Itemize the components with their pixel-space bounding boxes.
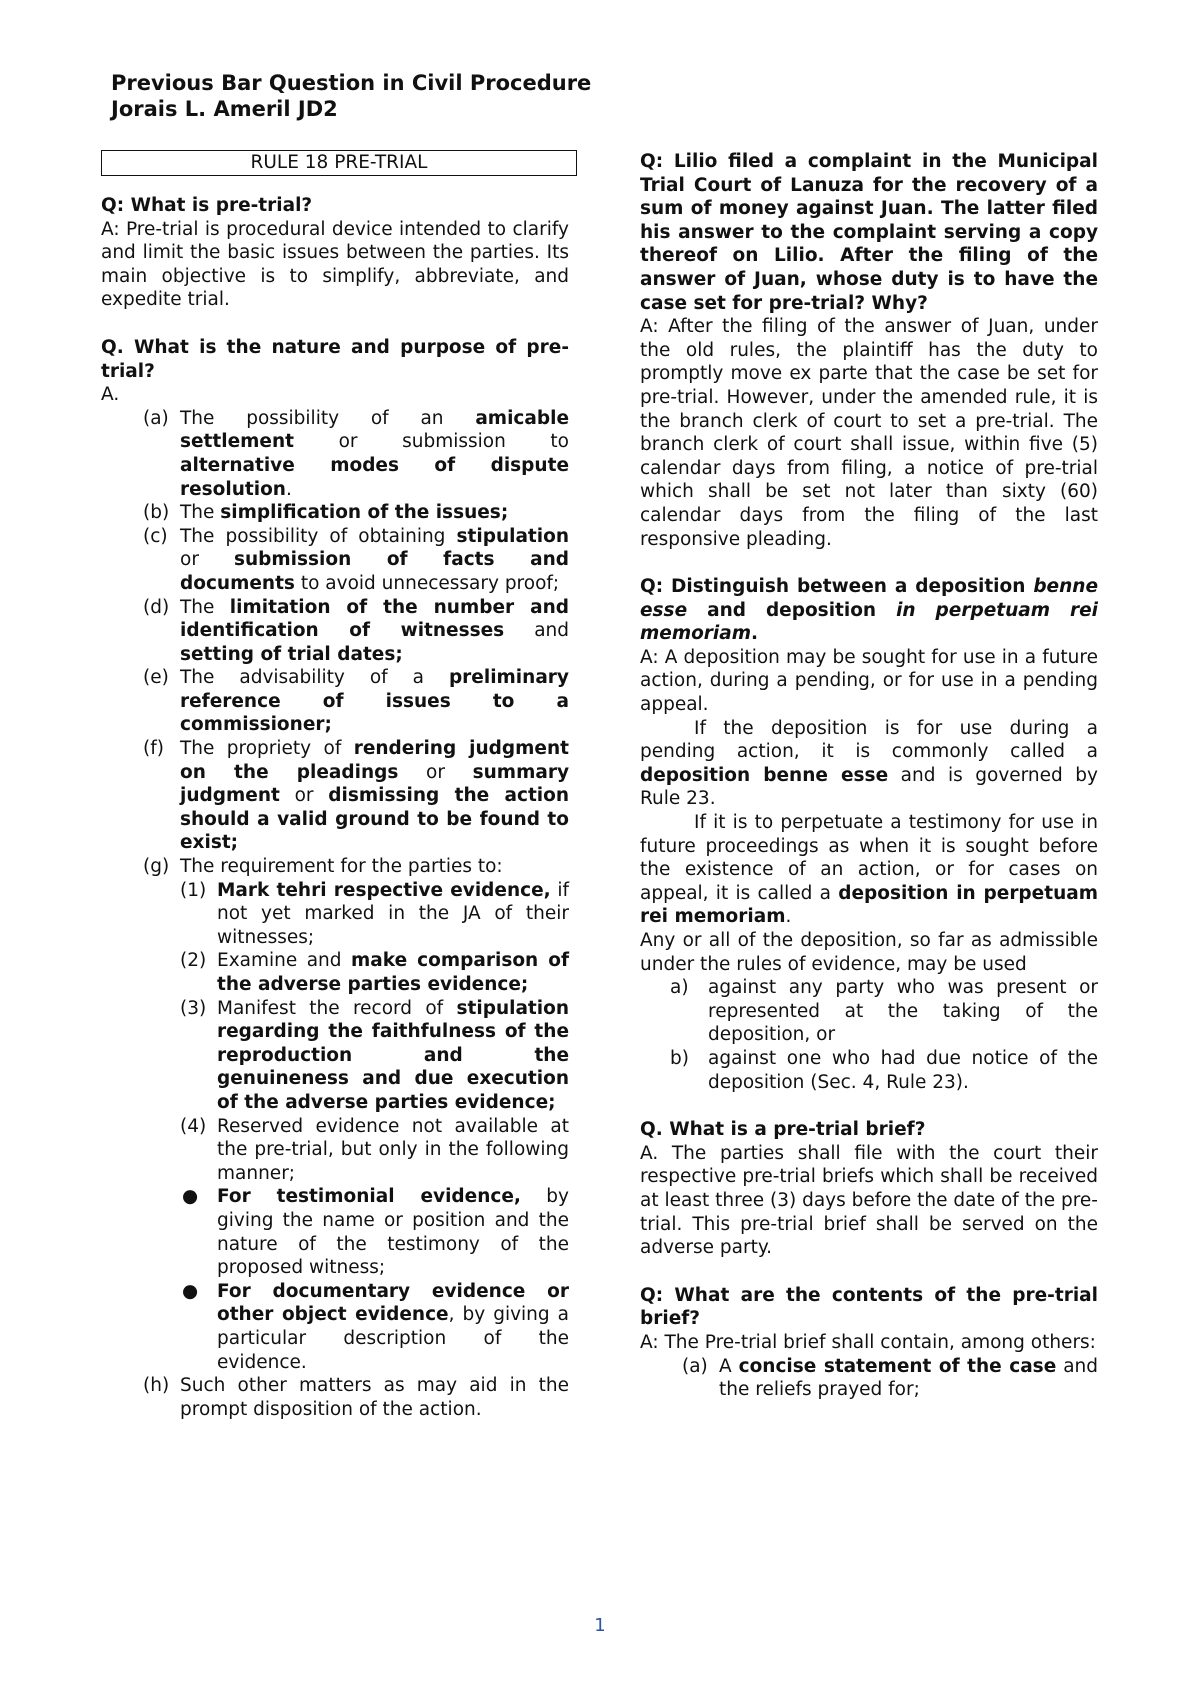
rule-title-box: RULE 18 PRE-TRIAL	[101, 150, 577, 176]
list-marker: (h)	[143, 1375, 170, 1397]
sublist-item: (2) Examine and make comparison of the adverse parties evidence;	[180, 950, 570, 995]
list-marker: (a)	[143, 407, 169, 429]
list-item: (b) The simplification of the issues;	[143, 502, 509, 524]
list-item: (h) Such other matters as may aid in the prompt disposition of the action.	[143, 1375, 569, 1420]
list-marker: (a)	[682, 1355, 708, 1377]
list-marker: b)	[670, 1047, 689, 1069]
list-marker: a)	[670, 977, 689, 999]
list-marker: (e)	[143, 667, 169, 689]
list-marker: (4)	[180, 1115, 207, 1137]
bullet-item: ● For documentary evidence or other object evidence, by giving a particular description of the evidence.	[182, 1280, 569, 1373]
question-deposition: Q: Distinguish between a deposition benne esse and deposition in perpetuam rei memoriam.	[640, 576, 1098, 645]
brief-contents-list	[682, 1355, 1098, 1402]
list-item: (a) A concise statement of the case and the reliefs prayed for;	[682, 1355, 1099, 1401]
answer-deposition-p2: If the deposition is for use during a pending action, it is commonly called a deposition benne esse and is governed by Rule 23.	[640, 717, 1098, 810]
question-nature-purpose: Q. What is the nature and purpose of pre-trial?	[101, 336, 569, 382]
list-marker: (f)	[143, 738, 164, 760]
evidence-bullets	[180, 1185, 569, 1374]
sublist-item: (3) Manifest the record of stipulation regarding the faithfulness of the reproduction and the genuineness and due execution of the adverse parties evidence;	[180, 997, 569, 1113]
list-marker: (3)	[180, 997, 207, 1019]
list-marker: (g)	[143, 856, 170, 878]
sublist-item: (1) Mark tehri respective evidence, if not yet marked in the JA of their witnesses;	[180, 879, 569, 948]
question-what-is-pretrial: Q: What is pre-trial?	[101, 195, 313, 216]
document-header	[111, 70, 591, 122]
list-marker: (c)	[143, 525, 168, 547]
list-item: (f) The propriety of rendering judgment on the pleadings or summary judgment or dismissing the action should a valid ground to be found to exist;	[143, 738, 570, 854]
header-author: Jorais L. Ameril JD2	[111, 97, 338, 121]
answer-pretrial-duty: A: After the filing of the answer of Juan, under the old rules, the plaintiff has the duty to promptly move ex parte that the case be set for pre-trial. However, under the amended rule, it is the branch clerk of court to set a pre-trial. The branch clerk of court shall issue, within five (5) calendar days from filing, a notice of pre-trial which shall be set not later than sixty (60) calendar days from the filing of the last responsive pleading.	[640, 316, 1098, 550]
answer-deposition-p4: Any or all of the deposition, so far as admissible under the rules of evidence, may be used	[640, 930, 1098, 975]
list-marker: (d)	[143, 596, 170, 618]
list-item: (g) The requirement for the parties to: (1) Mark tehri respective evidence, if not yet marked in the JA of their witnesses; (2) Examine and make comparison of the adverse parties evidence; (3) Manifest the record of stipulation regarding the faithfulness of the reproduction and the genuineness and due execution of the adverse parties evidence; (4) Reserved evidence not available at the pre-trial, but only in the following manner; ● For testimonial evidence, by giving the name or position and the nature of the testimony of the proposed witness; ● For documentary evidence or other object evidence, by giving a particular description of the evidence.	[143, 856, 570, 1373]
header-title: Previous Bar Question in Civil Procedure	[111, 71, 592, 95]
list-item: a) against any party who was present or represented at the taking of the deposition, or	[670, 977, 1098, 1046]
question-brief-contents: Q: What are the contents of the pre-trial brief?	[640, 1284, 1098, 1330]
bullet-item: ● For testimonial evidence, by giving the name or position and the nature of the testimony of the proposed witness;	[182, 1186, 569, 1279]
list-item: (c) The possibility of obtaining stipulation or submission of facts and documents to avoid unnecessary proof;	[143, 525, 569, 594]
page-number: 1	[594, 1615, 606, 1636]
answer-what-is-pretrial: A: Pre-trial is procedural device intended to clarify and limit the basic issues between the parties. Its main objective is to simplify, abbreviate, and expedite trial.	[101, 218, 569, 311]
question-pretrial-duty: Q: Lilio filed a complaint in the Municipal Trial Court of Lanuza for the recovery of a sum of money against Juan. The latter filed his answer to the complaint serving a copy thereof on Lilio. After the filing of the answer of Juan, whose duty is to have the case set for pre-trial? Why?	[640, 151, 1098, 314]
list-marker: (2)	[180, 950, 207, 972]
answer-deposition: A: A deposition may be sought for use in a future action, during a pending, or for use in a pending appeal.	[640, 646, 1098, 716]
list-item: (e) The advisability of a preliminary reference of issues to a commissioner;	[143, 667, 569, 736]
purpose-list	[143, 407, 569, 1422]
answer-brief-contents: A: The Pre-trial brief shall contain, among others:	[640, 1331, 1096, 1353]
left-column	[101, 150, 569, 1421]
answer-deposition-p3: If it is to perpetuate a testimony for use in future proceedings as when it is sought before the existence of an action, or for cases on appeal, it is called a deposition in perpetuam rei memoriam.	[640, 812, 1099, 928]
sublist-item: (4) Reserved evidence not available at the pre-trial, but only in the following manner;	[180, 1115, 569, 1184]
right-column	[640, 150, 1098, 1402]
requirements-sublist	[180, 879, 569, 1186]
bullet-icon: ●	[182, 1186, 199, 1208]
deposition-use-list	[670, 976, 1098, 1094]
question-pretrial-brief: Q. What is a pre-trial brief?	[640, 1119, 926, 1141]
answer-lead: A.	[101, 384, 120, 406]
bullet-icon: ●	[182, 1280, 199, 1302]
list-item: b) against one who had due notice of the deposition (Sec. 4, Rule 23).	[670, 1047, 1098, 1093]
list-marker: (b)	[143, 502, 170, 524]
list-marker: (1)	[180, 879, 207, 901]
answer-pretrial-brief: A. The parties shall file with the court their respective pre-trial briefs which shall be received at least three (3) days before the date of the pre-trial. This pre-trial brief shall be served on the adverse party.	[640, 1142, 1098, 1259]
list-item: (a) The possibility of an amicable settlement or submission to alternative modes of dispute resolution.	[143, 407, 569, 500]
list-item: (d) The limitation of the number and identification of witnesses and setting of trial dates;	[143, 596, 569, 665]
